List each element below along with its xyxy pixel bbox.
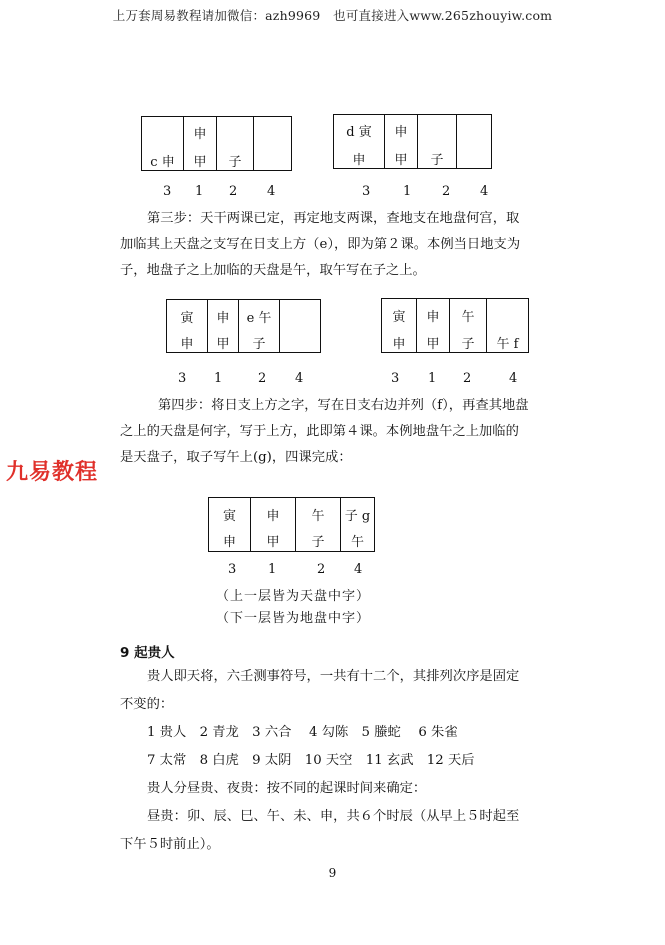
paragraph-line: 下午５时前止）。 [120,837,220,852]
cell-bottom: 子 [430,153,444,168]
lesson-table-3 [166,299,321,353]
lesson-number: 4 [509,371,518,386]
lesson-number: 3 [391,371,400,386]
paragraph-line: 是天盘子，取子写午上(g)，四课完成： [120,450,352,465]
lesson-number: 1 [195,184,204,199]
lesson-table-2 [333,114,492,169]
step-3-paragraph [120,206,520,284]
lesson-number: 2 [463,371,472,386]
cell-top: 子 g [344,509,371,524]
lesson-number: 3 [228,562,237,577]
cell-top: 午 [311,509,325,524]
cell-top: 申 [266,509,280,524]
paragraph-line: 子，地盘子之上加临的天盘是午，取午写在子之上。 [120,263,426,278]
lesson-number: 1 [214,371,223,386]
cell-bottom: 午 f [496,337,519,352]
table-cell [217,117,254,171]
lesson-number: 4 [295,371,304,386]
table-cell [296,498,341,552]
lesson-number: 3 [163,184,172,199]
section-title: 9 起贵人 [120,645,175,661]
cell-top: 申 [426,310,440,325]
table-cell [450,299,487,353]
table-cell [382,299,417,353]
paragraph-line: 贵人分昼贵、夜贵：按不同的起课时间来确定： [147,781,427,796]
lesson-number: 4 [354,562,363,577]
cell-bottom: 甲 [266,535,280,550]
paragraph-line: 第四步：将日支上方之字，写在日支右边并列（f），再查其地盘 [158,398,529,413]
cell-top: 申 [394,125,408,140]
lesson-number: 4 [480,184,489,199]
table-cell [209,498,251,552]
note-lower-layer: （下一层皆为地盘中字） [216,611,371,626]
cell-bottom: 申 [180,337,194,352]
cell-top: 申 [216,311,230,326]
cell-bottom: 甲 [394,153,408,168]
lesson-number: 1 [268,562,277,577]
list-line: 1 贵人 2 青龙 3 六合 4 勾陈 5 螣蛇 6 朱雀 [147,725,458,740]
lesson-number: 1 [428,371,437,386]
lesson-number: 3 [362,184,371,199]
paragraph-line: 不变的： [120,697,174,712]
cell-bottom: 甲 [426,337,440,352]
table-cell [254,117,292,171]
cell-top: 午 [461,310,475,325]
cell-top: d 寅 [346,125,372,140]
cell-bottom: c 申 [150,155,175,170]
table-cell [341,498,375,552]
cell-bottom: 甲 [216,337,230,352]
table-cell [208,300,239,353]
section-body [120,663,519,859]
cell-top: e 午 [246,311,272,326]
cell-top: 寅 [392,310,406,325]
lesson-table-complete [208,497,375,552]
cell-top: 寅 [222,509,236,524]
table-cell [385,115,418,169]
lesson-number: 2 [258,371,267,386]
cell-top: 申 [193,127,207,142]
cell-bottom: 申 [392,337,406,352]
watermark-logo: 九易教程 [6,460,99,485]
lesson-number: 2 [317,562,326,577]
table-cell [334,115,385,169]
note-upper-layer: （上一层皆为天盘中字） [216,589,371,604]
cell-bottom: 子 [228,155,242,170]
cell-bottom: 子 [461,337,475,352]
cell-bottom: 午 [350,535,364,550]
lesson-number: 2 [229,184,238,199]
lesson-number: 1 [403,184,412,199]
step-4-paragraph [120,393,529,471]
table-cell [487,299,529,353]
table-cell [417,299,450,353]
table-cell [251,498,296,552]
table-cell [239,300,280,353]
page-number: 9 [328,866,337,880]
lesson-table-1 [141,116,292,171]
lesson-number: 4 [267,184,276,199]
paragraph-line: 昼贵：卯、辰、巳、午、未、申，共６个时辰（从早上５时起至 [147,809,520,824]
paragraph-line: 贵人即天将，六壬测事符号，一共有十二个，其排列次序是固定 [147,669,520,684]
table-cell [142,117,184,171]
cell-bottom: 甲 [193,155,207,170]
cell-bottom: 子 [311,535,325,550]
lesson-number: 2 [442,184,451,199]
cell-bottom: 子 [252,337,266,352]
cell-top: 寅 [180,311,194,326]
lesson-table-4 [381,298,529,353]
table-cell [167,300,208,353]
table-cell [280,300,321,353]
paragraph-line: 第三步：天干两课已定，再定地支两课，查地支在地盘何宫，取 [147,211,520,226]
cell-bottom: 申 [222,535,236,550]
table-cell [418,115,457,169]
table-cell [457,115,492,169]
cell-bottom: 申 [352,153,366,168]
lesson-number: 3 [178,371,187,386]
paragraph-line: 之上的天盘是何字，写于上方，此即第４课。本例地盘午之上加临的 [120,424,519,439]
list-line: 7 太常 8 白虎 9 太阴 10 天空 11 玄武 12 天后 [147,753,475,768]
paragraph-line: 加临其上天盘之支写在日支上方（e），即为第２课。本例当日地支为 [120,237,521,252]
table-cell [184,117,217,171]
page-header: 上万套周易教程请加微信：azh9969 也可直接进入www.265zhouyiw.com [112,8,553,23]
